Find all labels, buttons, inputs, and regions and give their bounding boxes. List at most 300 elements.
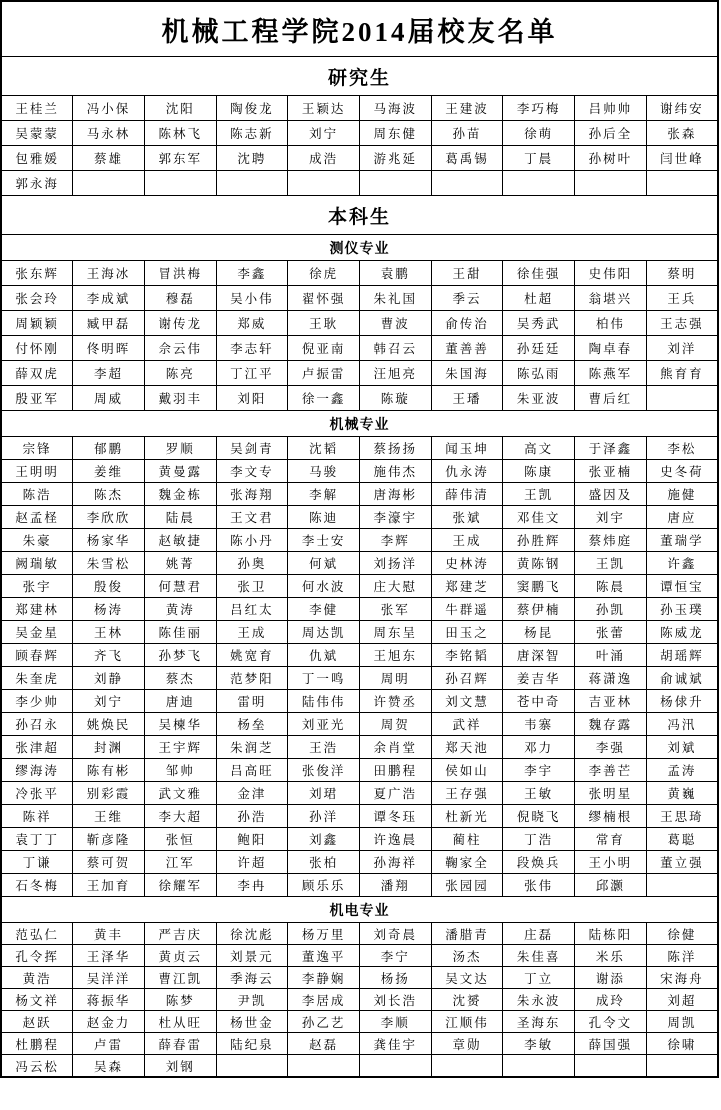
name-cell: 陆晨 — [144, 506, 216, 529]
table-row — [1, 1055, 718, 1078]
name-cell: 龚佳宇 — [359, 1033, 431, 1055]
name-cell: 殷俊 — [73, 575, 145, 598]
name-cell: 王凯 — [575, 552, 647, 575]
name-cell: 倪亚南 — [288, 336, 360, 361]
name-cell: 朱佳喜 — [503, 945, 575, 967]
name-cell: 陶俊龙 — [216, 96, 288, 121]
name-cell: 周威 — [73, 386, 145, 411]
name-cell: 陆伟伟 — [288, 690, 360, 713]
name-cell: 季云 — [431, 286, 503, 311]
name-cell: 李铭韬 — [431, 644, 503, 667]
name-cell: 陈威龙 — [646, 621, 718, 644]
name-cell: 盛因及 — [575, 483, 647, 506]
name-cell: 陈璇 — [359, 386, 431, 411]
name-cell: 李成斌 — [73, 286, 145, 311]
name-cell: 王志强 — [646, 311, 718, 336]
name-cell: 许鑫 — [646, 552, 718, 575]
name-cell: 蔡扬扬 — [359, 437, 431, 460]
name-cell: 刘扬洋 — [359, 552, 431, 575]
name-cell: 杨扬 — [359, 967, 431, 989]
name-cell: 罗顺 — [144, 437, 216, 460]
table-row — [1, 874, 718, 897]
name-cell: 黄曼露 — [144, 460, 216, 483]
table-row — [1, 967, 718, 989]
name-cell: 冯小保 — [73, 96, 145, 121]
name-cell: 唐海彬 — [359, 483, 431, 506]
name-cell: 徐佳强 — [503, 261, 575, 286]
name-cell: 米乐 — [575, 945, 647, 967]
table-row — [1, 121, 718, 146]
name-cell: 庄磊 — [503, 923, 575, 945]
name-cell: 朱豪 — [1, 529, 73, 552]
name-cell: 李文专 — [216, 460, 288, 483]
name-cell: 仇永涛 — [431, 460, 503, 483]
table-row — [1, 506, 718, 529]
table-row — [1, 437, 718, 460]
name-cell: 吕红太 — [216, 598, 288, 621]
name-cell: 葛禹锡 — [431, 146, 503, 171]
name-cell: 孙洋 — [288, 805, 360, 828]
table-row — [1, 945, 718, 967]
name-cell: 郑威 — [216, 311, 288, 336]
name-cell: 余肖堂 — [359, 736, 431, 759]
name-cell: 刘钢 — [144, 1055, 216, 1078]
name-cell: 王桂兰 — [1, 96, 73, 121]
name-cell: 佘云伟 — [144, 336, 216, 361]
name-cell: 蔡炜庭 — [575, 529, 647, 552]
name-cell: 陈洋 — [646, 945, 718, 967]
name-cell: 袁丁丁 — [1, 828, 73, 851]
name-cell: 胡瑶辉 — [646, 644, 718, 667]
name-cell: 徐虎 — [288, 261, 360, 286]
name-cell: 王兵 — [646, 286, 718, 311]
name-cell: 翁堪兴 — [575, 286, 647, 311]
name-cell: 王文君 — [216, 506, 288, 529]
name-cell: 吕帅帅 — [575, 96, 647, 121]
name-cell: 王浩 — [288, 736, 360, 759]
table-row — [1, 1011, 718, 1033]
name-cell: 黄丰 — [73, 923, 145, 945]
name-cell: 孙奥 — [216, 552, 288, 575]
name-cell: 杨世金 — [216, 1011, 288, 1033]
name-cell: 刘珺 — [288, 782, 360, 805]
name-cell: 闻玉坤 — [431, 437, 503, 460]
page-title: 机械工程学院2014届校友名单 — [1, 1, 718, 57]
name-cell: 王敏 — [503, 782, 575, 805]
name-cell: 翟怀强 — [288, 286, 360, 311]
name-cell: 段焕兵 — [503, 851, 575, 874]
name-cell: 卢振雷 — [288, 361, 360, 386]
name-cell: 陈燕军 — [575, 361, 647, 386]
name-cell: 许超 — [216, 851, 288, 874]
empty-cell — [503, 1055, 575, 1078]
name-cell: 孙浩 — [216, 805, 288, 828]
name-cell: 王海冰 — [73, 261, 145, 286]
table-row — [1, 146, 718, 171]
name-cell: 蒋潇逸 — [575, 667, 647, 690]
table-row — [1, 311, 718, 336]
name-cell: 邓力 — [503, 736, 575, 759]
name-cell: 刘长浩 — [359, 989, 431, 1011]
table-row — [1, 261, 718, 286]
name-cell: 杜新光 — [431, 805, 503, 828]
name-cell: 陈康 — [503, 460, 575, 483]
name-cell: 孙海祥 — [359, 851, 431, 874]
empty-cell — [431, 171, 503, 196]
name-cell: 徐一鑫 — [288, 386, 360, 411]
name-cell: 孟涛 — [646, 759, 718, 782]
name-cell: 顾乐乐 — [288, 874, 360, 897]
name-cell: 朱亚波 — [503, 386, 575, 411]
name-cell: 刘斌 — [646, 736, 718, 759]
name-cell: 成玲 — [575, 989, 647, 1011]
table-row — [1, 1033, 718, 1055]
name-cell: 施伟杰 — [359, 460, 431, 483]
name-cell: 刘亚光 — [288, 713, 360, 736]
name-cell: 周达凯 — [288, 621, 360, 644]
name-cell: 吉亚林 — [575, 690, 647, 713]
name-cell: 王林 — [73, 621, 145, 644]
name-cell: 唐应 — [646, 506, 718, 529]
name-cell: 刘洋 — [646, 336, 718, 361]
name-cell: 许赞丞 — [359, 690, 431, 713]
name-cell: 王维 — [73, 805, 145, 828]
name-cell: 刘宁 — [73, 690, 145, 713]
empty-cell — [216, 1055, 288, 1078]
name-cell: 魏存露 — [575, 713, 647, 736]
table-row — [1, 386, 718, 411]
empty-cell — [359, 171, 431, 196]
name-cell: 马海波 — [359, 96, 431, 121]
empty-cell — [144, 171, 216, 196]
name-cell: 吴楝华 — [144, 713, 216, 736]
name-cell: 张伟 — [503, 874, 575, 897]
name-cell: 陆栋阳 — [575, 923, 647, 945]
name-cell: 李敏 — [503, 1033, 575, 1055]
name-cell: 武祥 — [431, 713, 503, 736]
name-cell: 周东呈 — [359, 621, 431, 644]
name-cell: 徐耀军 — [144, 874, 216, 897]
table-row — [1, 483, 718, 506]
name-cell: 孙玉璞 — [646, 598, 718, 621]
major-header: 测仪专业 — [1, 235, 718, 261]
empty-cell — [503, 171, 575, 196]
name-cell: 邓佳文 — [503, 506, 575, 529]
name-cell: 黄陈钢 — [503, 552, 575, 575]
name-cell: 阙瑞敏 — [1, 552, 73, 575]
name-cell: 曹后红 — [575, 386, 647, 411]
name-cell: 徐啸 — [646, 1033, 718, 1055]
empty-cell — [73, 171, 145, 196]
name-cell: 丁一鸣 — [288, 667, 360, 690]
name-cell: 封渊 — [73, 736, 145, 759]
name-cell: 郑天池 — [431, 736, 503, 759]
major-header-row — [1, 897, 718, 923]
name-cell: 韩召云 — [359, 336, 431, 361]
name-cell: 董逸平 — [288, 945, 360, 967]
empty-cell — [216, 171, 288, 196]
name-cell: 何水波 — [288, 575, 360, 598]
name-cell: 张森 — [646, 121, 718, 146]
name-cell: 熊育育 — [646, 361, 718, 386]
major-header-row — [1, 411, 718, 437]
name-cell: 葛聪 — [646, 828, 718, 851]
name-cell: 蔡雄 — [73, 146, 145, 171]
name-cell: 圣海东 — [503, 1011, 575, 1033]
name-cell: 潘翔 — [359, 874, 431, 897]
name-cell: 袁鹏 — [359, 261, 431, 286]
name-cell: 李解 — [288, 483, 360, 506]
name-cell: 石冬梅 — [1, 874, 73, 897]
name-cell: 张斌 — [431, 506, 503, 529]
name-cell: 冯云松 — [1, 1055, 73, 1078]
name-cell: 孙苗 — [431, 121, 503, 146]
name-cell: 汤杰 — [431, 945, 503, 967]
name-cell: 朱润芝 — [216, 736, 288, 759]
table-row — [1, 851, 718, 874]
name-cell: 薛国强 — [575, 1033, 647, 1055]
name-cell: 张会玲 — [1, 286, 73, 311]
name-cell: 孙召永 — [1, 713, 73, 736]
name-cell: 王璠 — [431, 386, 503, 411]
name-cell: 丁立 — [503, 967, 575, 989]
table-row — [1, 460, 718, 483]
name-cell: 刘超 — [646, 989, 718, 1011]
name-cell: 蔡伊楠 — [503, 598, 575, 621]
name-cell: 王旭东 — [359, 644, 431, 667]
empty-cell — [646, 1055, 718, 1078]
name-cell: 杨俅升 — [646, 690, 718, 713]
section-header-row — [1, 57, 718, 96]
name-cell: 游兆延 — [359, 146, 431, 171]
name-cell: 李欣欣 — [73, 506, 145, 529]
name-cell: 范梦阳 — [216, 667, 288, 690]
name-cell: 魏金栋 — [144, 483, 216, 506]
name-cell: 刘阳 — [216, 386, 288, 411]
name-cell: 周东健 — [359, 121, 431, 146]
empty-cell — [646, 874, 718, 897]
name-cell: 谢添 — [575, 967, 647, 989]
name-cell: 缪楠根 — [575, 805, 647, 828]
section-header: 研究生 — [1, 57, 718, 96]
name-cell: 陆纪泉 — [216, 1033, 288, 1055]
name-cell: 马骏 — [288, 460, 360, 483]
name-cell: 韦寨 — [503, 713, 575, 736]
name-cell: 吴蒙蒙 — [1, 121, 73, 146]
name-cell: 吴秀武 — [503, 311, 575, 336]
section-header: 本科生 — [1, 196, 718, 235]
name-cell: 王加育 — [73, 874, 145, 897]
name-cell: 王凯 — [503, 483, 575, 506]
name-cell: 周明 — [359, 667, 431, 690]
table-row — [1, 713, 718, 736]
name-cell: 周颖颖 — [1, 311, 73, 336]
name-cell: 高文 — [503, 437, 575, 460]
name-cell: 季海云 — [216, 967, 288, 989]
name-cell: 齐飞 — [73, 644, 145, 667]
name-cell: 江顺伟 — [431, 1011, 503, 1033]
name-cell: 武文雅 — [144, 782, 216, 805]
name-cell: 李善芒 — [575, 759, 647, 782]
name-cell: 薛春雷 — [144, 1033, 216, 1055]
name-cell: 王泽华 — [73, 945, 145, 967]
name-cell: 张海翔 — [216, 483, 288, 506]
table-row — [1, 828, 718, 851]
name-cell: 李宁 — [359, 945, 431, 967]
name-cell: 张柏 — [288, 851, 360, 874]
name-cell: 于泽鑫 — [575, 437, 647, 460]
name-cell: 仇斌 — [288, 644, 360, 667]
name-cell: 杜从旺 — [144, 1011, 216, 1033]
name-cell: 丁谦 — [1, 851, 73, 874]
name-cell: 窦鹏飞 — [503, 575, 575, 598]
name-cell: 田玉之 — [431, 621, 503, 644]
name-cell: 沈赟 — [431, 989, 503, 1011]
empty-cell — [431, 1055, 503, 1078]
name-cell: 何慧君 — [144, 575, 216, 598]
name-cell: 史伟阳 — [575, 261, 647, 286]
name-cell: 潘腊青 — [431, 923, 503, 945]
name-cell: 王存强 — [431, 782, 503, 805]
name-cell: 邹帅 — [144, 759, 216, 782]
name-cell: 王甜 — [431, 261, 503, 286]
table-row — [1, 759, 718, 782]
name-cell: 李冉 — [216, 874, 288, 897]
name-cell: 孙凯 — [575, 598, 647, 621]
name-cell: 徐沈彪 — [216, 923, 288, 945]
name-cell: 曹波 — [359, 311, 431, 336]
table-row — [1, 736, 718, 759]
name-cell: 黄巍 — [646, 782, 718, 805]
name-cell: 沈聘 — [216, 146, 288, 171]
name-cell: 吕高旺 — [216, 759, 288, 782]
name-cell: 谭冬珏 — [359, 805, 431, 828]
name-cell: 吴剑青 — [216, 437, 288, 460]
name-cell: 俞诚斌 — [646, 667, 718, 690]
name-cell: 柏伟 — [575, 311, 647, 336]
name-cell: 金津 — [216, 782, 288, 805]
name-cell: 郭永海 — [1, 171, 73, 196]
name-cell: 陈祥 — [1, 805, 73, 828]
name-cell: 吴小伟 — [216, 286, 288, 311]
name-cell: 包雅媛 — [1, 146, 73, 171]
name-cell: 丁浩 — [503, 828, 575, 851]
table-row — [1, 690, 718, 713]
name-cell: 孙廷廷 — [503, 336, 575, 361]
name-cell: 王建波 — [431, 96, 503, 121]
name-cell: 王成 — [431, 529, 503, 552]
name-cell: 戴羽丰 — [144, 386, 216, 411]
name-cell: 张津超 — [1, 736, 73, 759]
name-cell: 陈小丹 — [216, 529, 288, 552]
name-cell: 曹江凯 — [144, 967, 216, 989]
empty-cell — [288, 171, 360, 196]
name-cell: 杨家华 — [73, 529, 145, 552]
name-cell: 刘文慧 — [431, 690, 503, 713]
table-row — [1, 644, 718, 667]
name-cell: 李顺 — [359, 1011, 431, 1033]
name-cell: 张亚楠 — [575, 460, 647, 483]
name-cell: 范弘仁 — [1, 923, 73, 945]
name-cell: 杨涛 — [73, 598, 145, 621]
name-cell: 张俊洋 — [288, 759, 360, 782]
name-cell: 姚焕民 — [73, 713, 145, 736]
name-cell: 孙乙艺 — [288, 1011, 360, 1033]
name-cell: 李静娴 — [288, 967, 360, 989]
table-row — [1, 621, 718, 644]
name-cell: 谢传龙 — [144, 311, 216, 336]
name-cell: 杨万里 — [288, 923, 360, 945]
name-cell: 陈亮 — [144, 361, 216, 386]
name-cell: 田鹏程 — [359, 759, 431, 782]
table-row — [1, 805, 718, 828]
empty-cell — [575, 1055, 647, 1078]
name-cell: 刘景元 — [216, 945, 288, 967]
name-cell: 陈迪 — [288, 506, 360, 529]
table-row — [1, 552, 718, 575]
name-cell: 赵磊 — [288, 1033, 360, 1055]
name-cell: 佟明晖 — [73, 336, 145, 361]
table-row — [1, 336, 718, 361]
name-cell: 姜吉华 — [503, 667, 575, 690]
name-cell: 杜超 — [503, 286, 575, 311]
name-cell: 冒洪梅 — [144, 261, 216, 286]
name-cell: 庄大慰 — [359, 575, 431, 598]
name-cell: 张军 — [359, 598, 431, 621]
name-cell: 王成 — [216, 621, 288, 644]
name-cell: 宗锋 — [1, 437, 73, 460]
name-cell: 穆磊 — [144, 286, 216, 311]
empty-cell — [288, 1055, 360, 1078]
name-cell: 李松 — [646, 437, 718, 460]
name-cell: 刘宇 — [575, 506, 647, 529]
name-cell: 邱灏 — [575, 874, 647, 897]
name-cell: 赵金力 — [73, 1011, 145, 1033]
table-row — [1, 782, 718, 805]
name-cell: 李宇 — [503, 759, 575, 782]
name-cell: 刘宁 — [288, 121, 360, 146]
name-cell: 牛群遥 — [431, 598, 503, 621]
name-cell: 刘鑫 — [288, 828, 360, 851]
empty-cell — [646, 386, 718, 411]
name-cell: 姚菁 — [144, 552, 216, 575]
major-header-row — [1, 235, 718, 261]
name-cell: 蔺柱 — [431, 828, 503, 851]
name-cell: 孙梦飞 — [144, 644, 216, 667]
name-cell: 赵敏捷 — [144, 529, 216, 552]
name-cell: 陈弘雨 — [503, 361, 575, 386]
name-cell: 江军 — [144, 851, 216, 874]
name-cell: 蔡杰 — [144, 667, 216, 690]
name-cell: 陈梦 — [144, 989, 216, 1011]
name-cell: 李士安 — [288, 529, 360, 552]
name-cell: 顾春辉 — [1, 644, 73, 667]
name-cell: 郑建芝 — [431, 575, 503, 598]
name-cell: 史冬荷 — [646, 460, 718, 483]
name-cell: 徐健 — [646, 923, 718, 945]
name-cell: 章勋 — [431, 1033, 503, 1055]
name-cell: 张恒 — [144, 828, 216, 851]
name-cell: 张蕾 — [575, 621, 647, 644]
name-cell: 丁晨 — [503, 146, 575, 171]
name-cell: 李强 — [575, 736, 647, 759]
section-header-row — [1, 196, 718, 235]
table-row — [1, 667, 718, 690]
name-cell: 谭恒宝 — [646, 575, 718, 598]
title-row — [1, 1, 718, 57]
name-cell: 朱礼国 — [359, 286, 431, 311]
name-cell: 冯汛 — [646, 713, 718, 736]
